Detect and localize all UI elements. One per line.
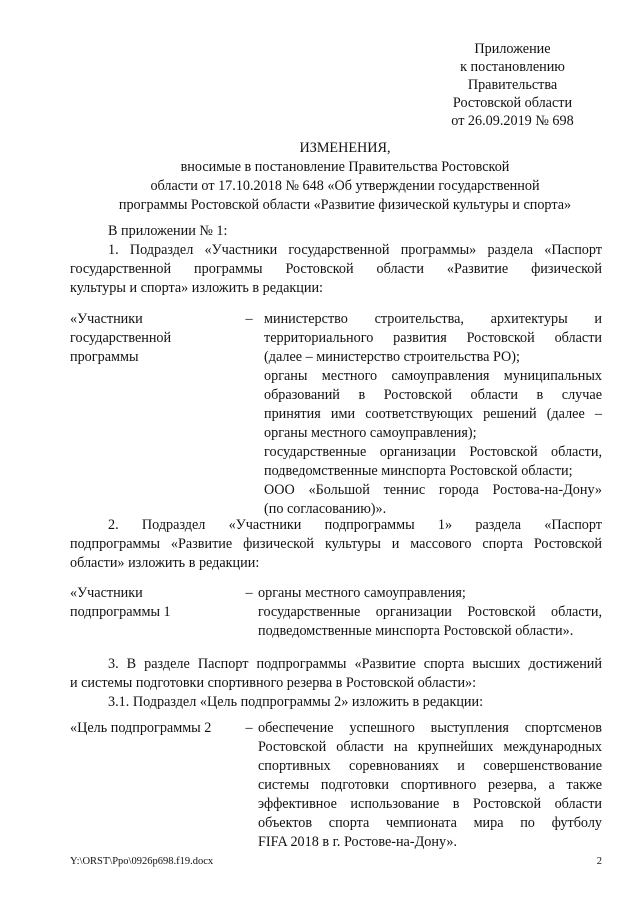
title-line: вносимые в постановление Правительства Ростовской: [180, 159, 510, 175]
item2-line: области» изложить в редакции:: [70, 555, 260, 571]
table3-value-line: FIFA 2018 в г. Ростове-на-Дону».: [258, 834, 458, 850]
table3-label: [70, 719, 245, 738]
table3-value-line: спортивных соревнованиях и совершенствование: [258, 758, 602, 774]
table1-label: [70, 310, 245, 367]
item1-paragraph: [70, 241, 602, 298]
table1-label-line: «Участники: [70, 311, 143, 327]
approval-stamp: [420, 40, 605, 130]
item3-sub: 3.1. Подраздел «Цель подпрограммы 2» изложить в редакции:: [108, 694, 484, 710]
table1-value-line: министерство строительства, архитектуры и: [264, 311, 602, 327]
table1-value-line: территориального развития Ростовской области: [264, 330, 602, 346]
table1-dash: –: [245, 311, 253, 327]
table1-value-line: ООО «Большой теннис города Ростова-на-Дону»: [264, 482, 602, 498]
table1-value-line: (далее – министерство строительства РО);: [264, 349, 520, 365]
table3-value-line: эффективное использование в Ростовской области: [258, 796, 602, 812]
table2-value: [258, 584, 602, 641]
table1-label-line: государственной: [70, 330, 172, 346]
table3-value-line: Ростовской области на крупнейших международных: [258, 739, 602, 755]
table3-dash: –: [245, 720, 253, 736]
table3-value-line: объектов спорта чемпионата мира по футболу: [258, 815, 602, 831]
table2-value-line: подведомственные минспорта Ростовской области».: [258, 623, 574, 639]
table1-value-line: принятия ими соответствующих решений (далее –: [264, 406, 602, 422]
item2-line: 2. Подраздел «Участники подпрограммы 1» раздела «Паспорт: [108, 517, 602, 533]
approval-line: к постановлению: [460, 59, 565, 75]
title-line: области от 17.10.2018 № 648 «Об утверждении государственной: [150, 178, 540, 194]
table3-value: [258, 719, 602, 852]
item1-line: государственной программы Ростовской области «Развитие физической: [70, 261, 602, 277]
item3-line: и системы подготовки спортивного резерва в Ростовской области»:: [70, 675, 477, 691]
table1-label-line: программы: [70, 349, 139, 365]
table2-value-line: органы местного самоуправления;: [258, 585, 466, 601]
table3-label-line: «Цель подпрограммы 2: [70, 720, 212, 736]
approval-line: Приложение: [474, 41, 551, 57]
item3-paragraph: [70, 655, 602, 712]
file-path: Y:\ORST\Ppo\0926p698.f19.docx: [70, 856, 214, 867]
item1-line: 1. Подраздел «Участники государственной программы» раздела «Паспорт: [108, 242, 602, 258]
approval-line: Ростовской области: [452, 95, 573, 111]
page-number: 2: [596, 856, 602, 867]
table3-value-line: системы подготовки спортивного резерва, а также: [258, 777, 602, 793]
table1-value: [264, 310, 602, 519]
item2-line: подпрограммы «Развитие физической культуры и массового спорта Ростовской: [70, 536, 602, 552]
table1-value-line: (по согласованию)».: [264, 501, 387, 517]
table1-value-line: подведомственные минспорта Ростовской области;: [264, 463, 573, 479]
document-title: [70, 139, 620, 215]
table1-value-line: органы местного самоуправления);: [264, 425, 477, 441]
item1-line: культуры и спорта» изложить в редакции:: [70, 280, 323, 296]
table2-label-line: подпрограммы 1: [70, 604, 171, 620]
table1-value-line: образований в Ростовской области в случае: [264, 387, 602, 403]
table2-value-line: государственные организации Ростовской области,: [258, 604, 602, 620]
title-line: программы Ростовской области «Развитие физической культуры и спорта»: [118, 197, 572, 213]
title-heading: ИЗМЕНЕНИЯ,: [299, 140, 391, 156]
table2-label: [70, 584, 245, 622]
intro-paragraph: В приложении № 1:: [108, 223, 228, 239]
item2-paragraph: [70, 516, 602, 573]
approval-line: Правительства: [467, 77, 558, 93]
table1-value-line: органы местного самоуправления муниципальных: [264, 368, 602, 384]
table3-value-line: обеспечение успешного выступления спортсменов: [258, 720, 602, 736]
approval-line: от 26.09.2019 № 698: [451, 113, 574, 129]
item3-line: 3. В разделе Паспорт подпрограммы «Развитие спорта высших достижений: [108, 656, 602, 672]
table1-value-line: государственные организации Ростовской области,: [264, 444, 602, 460]
table2-label-line: «Участники: [70, 585, 143, 601]
table2-dash: –: [245, 585, 253, 601]
